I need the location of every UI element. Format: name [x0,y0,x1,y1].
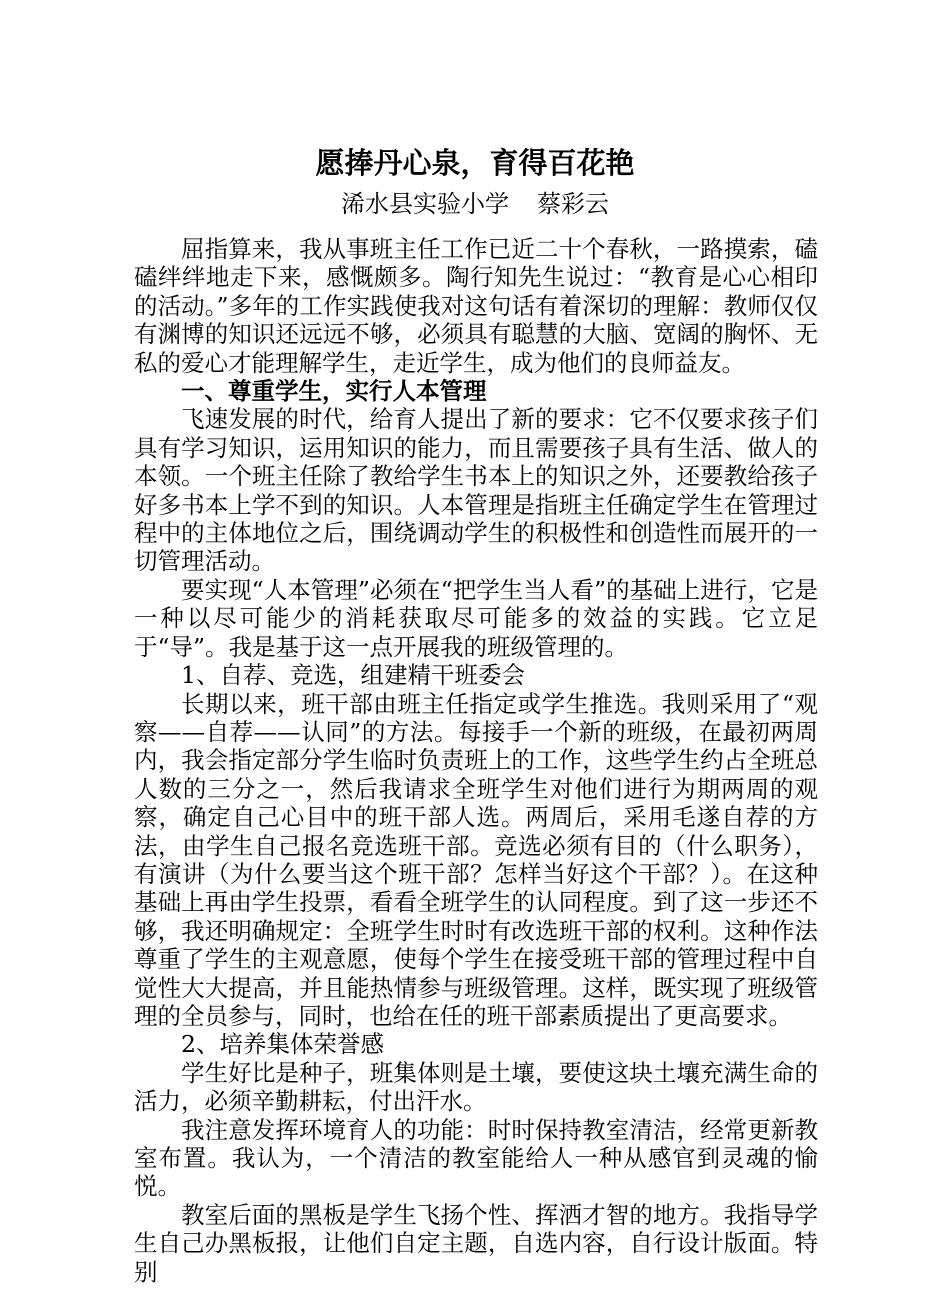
paragraph-intro: 屈指算来，我从事班主任工作已近二十个春秋，一路摸索，磕磕绊绊地走下来，感慨颇多。陶行知先生说过：“教育是心心相印的活动。”多年的工作实践使我对这句话有着深切的理解：教师仅仅有渊博的知识还远远不够，必须具有聪慧的大脑、宽阔的胸怀、无私的爱心才能理解学生，走近学生，成为他们的良师益友。 [134,235,818,377]
paragraph: 学生好比是种子，班集体则是土壤，要使这块土壤充满生命的活力，必须辛勤耕耘，付出汗水。 [134,1058,818,1116]
section-heading-1: 一、尊重学生，实行人本管理 [181,377,487,406]
document-body [134,235,818,1286]
paragraph: 要实现“人本管理”必须在“把学生当人看”的基础上进行，它是一种以尽可能少的消耗获取尽可能多的效益的实践。它立足于“导”。我是基于这一点开展我的班级管理的。 [134,575,818,661]
paragraph: 飞速发展的时代，给育人提出了新的要求：它不仅要求孩子们具有学习知识，运用知识的能力，而且需要孩子具有生活、做人的本领。一个班主任除了教给学生书本上的知识之外，还要教给孩子好多书本上学不到的知识。人本管理是指班主任确定学生在管理过程中的主体地位之后，围绕调动学生的积极性和创造性而展开的一切管理活动。 [134,405,818,576]
paragraph: 教室后面的黑板是学生飞扬个性、挥洒才智的地方。我指导学生自己办黑板报，让他们自定主题，自选内容，自行设计版面。特别 [134,1200,818,1286]
subsection-heading-1: 1、自荐、竞选，组建精干班委会 [181,661,525,690]
subsection-heading-2: 2、培养集体荣誉感 [181,1030,384,1059]
author-line [0,189,950,219]
paragraph: 长期以来，班干部由班主任指定或学生推选。我则采用了“观察——自荐——认同”的方法。每接手一个新的班级，在最初两周内，我会指定部分学生临时负责班上的工作，这些学生约占全班总人数的三分之一，然后我请求全班学生对他们进行为期两周的观察，确定自己心目中的班干部人选。两周后，采用毛遂自荐的方法，由学生自己报名竞选班干部。竞选必须有目的（什么职务），有演讲（为什么要当这个班干部？怎样当好这个干部？）。在这种基础上再由学生投票，看看全班学生的认同程度。到了这一步还不够，我还明确规定：全班学生时时有改选班干部的权利。这种作法尊重了学生的主观意愿，使每个学生在接受班干部的管理过程中自觉性大大提高，并且能热情参与班级管理。这样，既实现了班级管理的全员参与，同时，也给在任的班干部素质提出了更高要求。 [134,689,818,1030]
document-title: 愿捧丹心泉，育得百花艳 [315,146,635,180]
author-name: 蔡彩云 [537,190,609,218]
paragraph: 我注意发挥环境育人的功能：时时保持教室清洁，经常更新教室布置。我认为，一个清洁的教室能给人一种从感官到灵魂的愉悦。 [134,1115,818,1201]
author-school: 浠水县实验小学 [341,190,509,218]
